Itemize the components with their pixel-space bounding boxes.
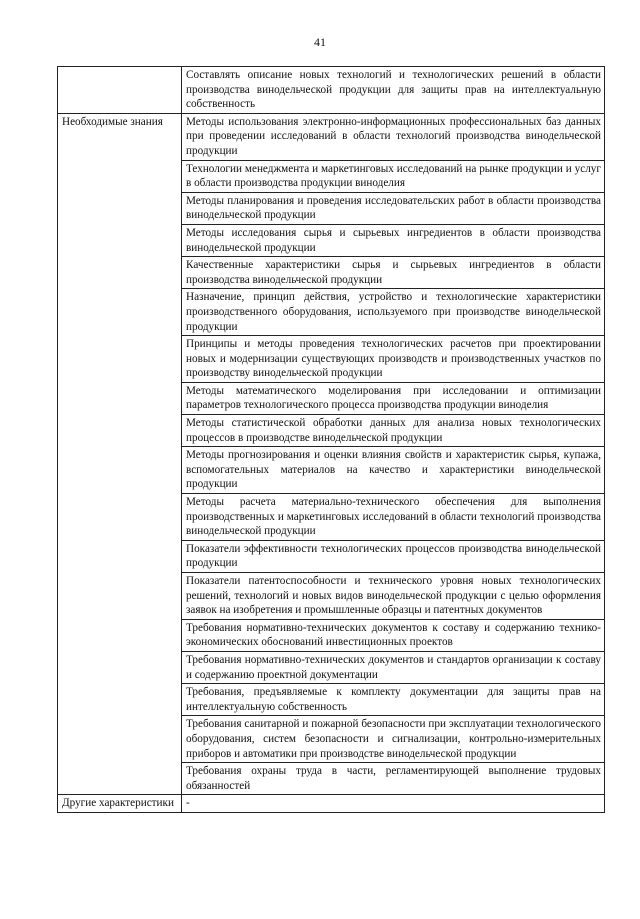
requirement-item: Методы исследования сырья и сырьевых ингредиентов в области производства винодельческой продукции [182,224,605,256]
requirement-item: Требования нормативно-технических документов и стандартов организации к составу и содержанию проектной документации [182,651,605,683]
requirement-item: Требования охраны труда в части, регламентирующей выполнение трудовых обязанностей [182,763,605,795]
requirement-item: Принципы и методы проведения технологических расчетов при проектировании новых и модернизации существующих производств и производственных участков по производству винодельческой продукции [182,336,605,383]
requirement-item: Методы математического моделирования при исследовании и оптимизации параметров технологического процесса производства продукции виноделия [182,382,605,414]
requirement-item: Показатели эффективности технологических процессов производства винодельческой продукции [182,540,605,572]
row-label [58,67,182,114]
requirement-item: Методы статистической обработки данных для анализа новых технологических процессов в производстве винодельческой продукции [182,415,605,447]
requirement-item: Требования нормативно-технических документов к составу и содержанию технико-экономических обоснований инвестиционных проектов [182,619,605,651]
requirement-item: Требования санитарной и пожарной безопасности при эксплуатации технологического оборудования, систем безопасности и сигнализации, контрольно-измерительных приборов и автоматики при производстве винодельческой продукции [182,716,605,763]
row-label: Необходимые знания [58,113,182,795]
requirement-item: Методы расчета материально-технического обеспечения для выполнения производственных и маркетинговых исследований в области технологий производства винодельческой продукции [182,494,605,541]
requirement-item: Составлять описание новых технологий и технологических решений в области производства винодельческой продукции для защиты прав на интеллектуальную собственность [182,67,605,114]
requirement-item: Методы планирования и проведения исследовательских работ в области производства винодельческой продукции [182,192,605,224]
table-row [58,113,605,160]
page-number: 41 [314,35,326,49]
requirement-item: Качественные характеристики сырья и сырьевых ингредиентов в области производства винодельческой продукции [182,257,605,289]
requirement-item: Требования, предъявляемые к комплекту документации для защиты прав на интеллектуальную собственность [182,684,605,716]
requirement-item: Назначение, принцип действия, устройство и технологические характеристики производственного оборудования, используемого при производстве винодельческой продукции [182,289,605,336]
requirement-item: Методы использования электронно-информационных профессиональных баз данных при проведении исследований в области технологий производства винодельческой продукции [182,113,605,160]
requirements-table [57,66,605,813]
requirement-item: Показатели патентоспособности и технического уровня новых технологических решений, технологий и новых видов винодельческой продукции с целью оформления заявок на изобретения и промышленные образцы и патентных документов [182,573,605,620]
requirement-item: Технологии менеджмента и маркетинговых исследований на рынке продукции и услуг в области производства продукции виноделия [182,160,605,192]
requirement-item: Методы прогнозирования и оценки влияния свойств и характеристик сырья, купажа, вспомогательных материалов на качество и характеристики винодельческой продукции [182,447,605,494]
table-row [58,795,605,813]
row-label: Другие характеристики [58,795,182,813]
requirement-item: - [182,795,605,813]
table-row [58,67,605,114]
